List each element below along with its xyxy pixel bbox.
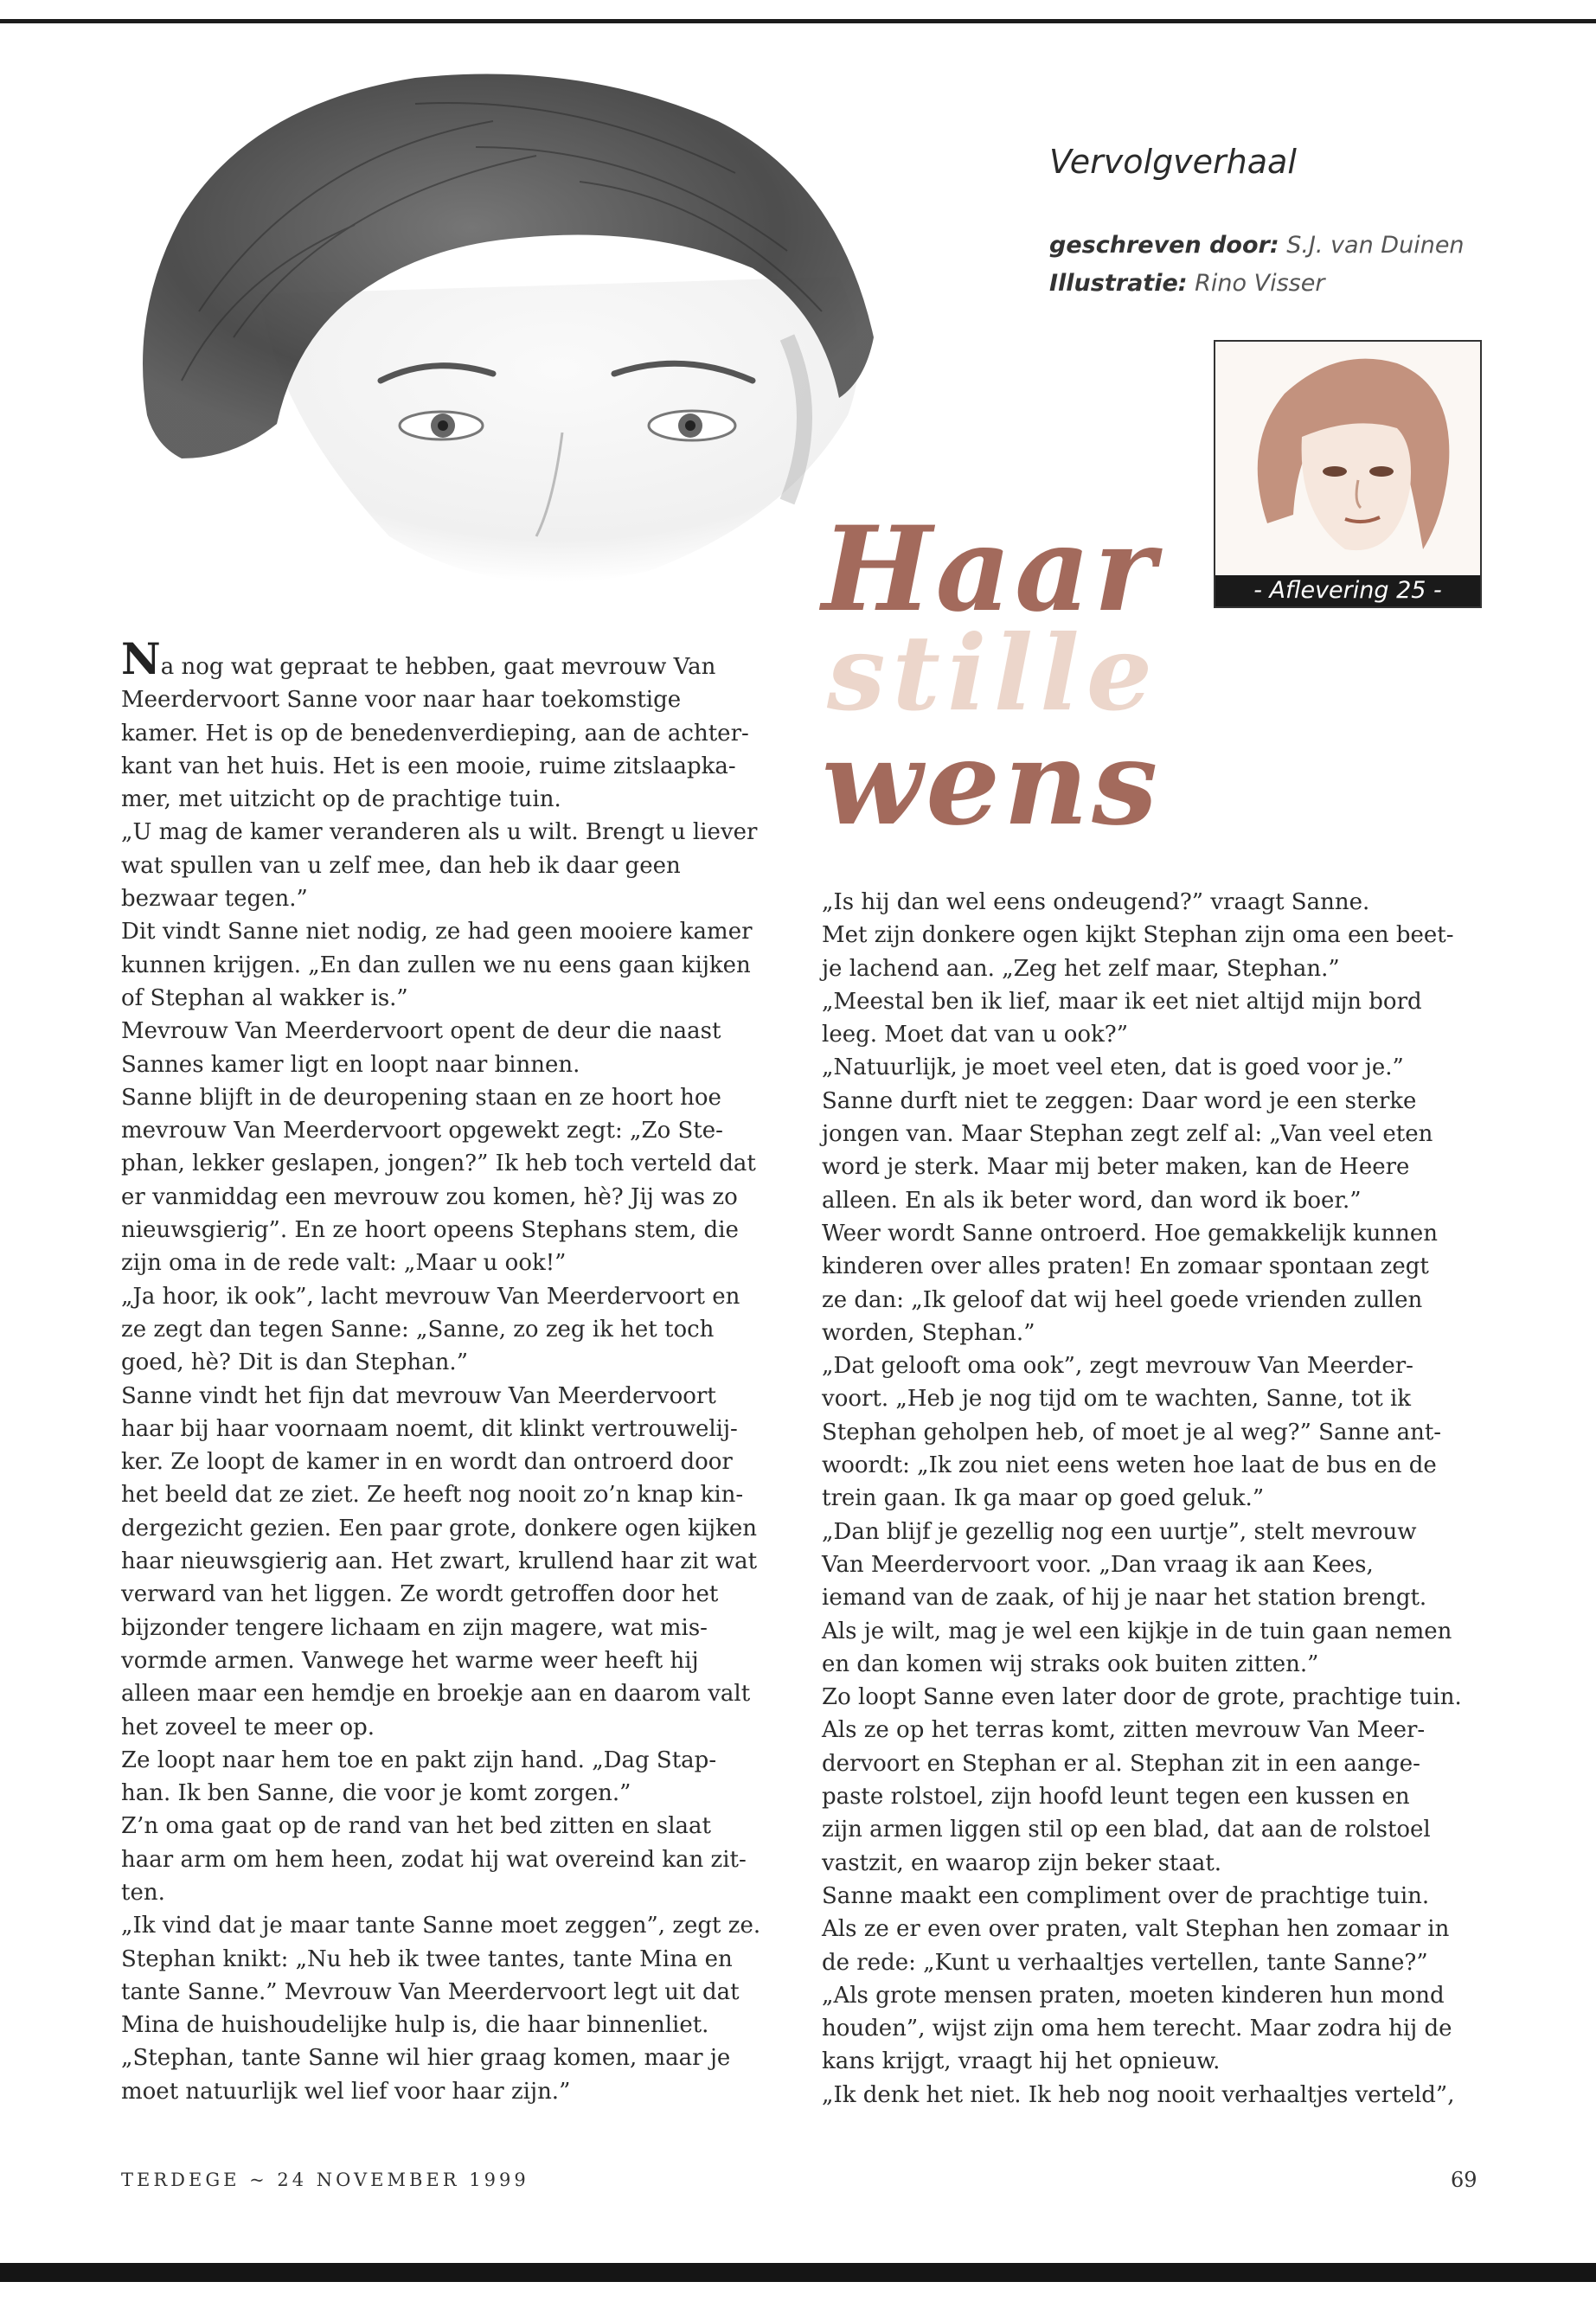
page-number: 69 [1451,2168,1477,2192]
title-line-1: Haar [822,500,1159,638]
bottom-rule [0,2263,1596,2282]
story-title [822,500,1162,851]
series-label: Vervolgverhaal [1049,143,1297,181]
credits [1049,227,1465,303]
author-label: geschreven door: [1049,232,1279,259]
article-left-text [121,633,779,2108]
author-name: S.J. van Duinen [1286,232,1465,259]
article-column-right [822,886,1488,2112]
episode-badge: - Aflevering 25 - [1215,575,1480,606]
article-right-text: „Is hij dan wel eens ondeugend?” vraagt Sanne. Met zijn donkere ogen kijkt Stephan zijn oma een beet- je lachend aan. „Zeg het zelf maar, Stephan.” „Meestal ben ik lief, maar ik eet niet altijd mijn bord leeg. Moet dat van u ook?” „Natuurlijk, je moet veel eten, dat is goed voor je.” Sanne durft niet te zeggen: Daar word je een sterke jongen van. Maar Stephan zegt zelf al: „Van veel eten word je sterk. Maar mij beter maken, kan de Heere alleen. En als ik beter word, dan word ik boer.” Weer wordt Sanne ontroerd. Hoe gemakkelijk kunnen kinderen over alles praten! En zomaar spontaan zegt ze dan: „Ik geloof dat wij heel goede vrienden zullen worden, Stephan.” „Dat gelooft oma ook”, zegt mevrouw Van Meerder- voort. „Heb je nog tijd om te wachten, Sanne, tot ik Stephan geholpen heb, of moet je al weg?” Sanne ant- woordt: „Ik zou niet eens weten hoe laat de bus en de trein gaan. Ik ga maar op goed geluk.” „Dan blijf je gezellig nog een uurtje”, stelt mevrouw Van Meerdervoort voor. „Dan vraag ik aan Kees, iemand van de zaak, of hij je naar het station brengt. Als je wilt, mag je wel een kijkje in de tuin gaan nemen en dan komen wij straks ook buiten zitten.” Zo loopt Sanne even later door de grote, prachtige tuin. Als ze op het terras komt, zitten mevrouw Van Meer- dervoort en Stephan er al. Stephan zit in een aange- paste rolstoel, zijn hoofd leunt tegen een kussen en zijn armen liggen stil op een blad, dat aan de rolstoel vastzit, en waarop zijn beker staat. Sanne maakt een compliment over de prachtige tuin. Als ze er even over praten, valt Stephan hen zomaar in de rede: „Kunt u verhaaltjes vertellen, tante Sanne?” „Als grote mensen praten, moeten kinderen hun mond houden”, wijst zijn oma hem terecht. Maar zodra hij de kans krijgt, vraagt hij het opnieuw. „Ik denk het niet. Ik heb nog nooit verhaaltjes verteld”, [822,889,1462,2108]
article-column-left [121,633,779,2108]
illustrator-label: Illustratie: [1049,270,1188,297]
top-rule [0,19,1596,23]
drop-cap: N [121,633,161,684]
title-line-2: stille [827,612,1160,734]
author-line [1049,227,1465,265]
title-line-3: wens [822,714,1162,851]
publication-footer: TERDEGE ~ 24 NOVEMBER 1999 [121,2170,529,2190]
illustrator-line [1049,265,1465,303]
article-left-body: a nog wat gepraat te hebben, gaat mevrouw Van Meerdervoort Sanne voor naar haar toekomstige kamer. Het is op de benedenverdieping, aan de achter- kant van het huis. Het is een mooie, ruime zitslaapka- mer, met uitzicht op de prachtige tuin. „U mag de kamer veranderen als u wilt. Brengt u liever wat spullen van u zelf mee, dan heb ik daar geen bezwaar tegen.” Dit vindt Sanne niet nodig, ze had geen mooiere kamer kunnen krijgen. „En dan zullen we nu eens gaan kijken of Stephan al wakker is.” Mevrouw Van Meerdervoort opent de deur die naast Sannes kamer ligt en loopt naar binnen. Sanne blijft in de deuropening staan en ze hoort hoe mevrouw Van Meerdervoort opgewekt zegt: „Zo Ste- phan, lekker geslapen, jongen?” Ik heb toch verteld dat er vanmiddag een mevrouw zou komen, hè? Jij was zo nieuwsgierig”. En ze hoort opeens Stephans stem, die zijn oma in de rede valt: „Maar u ook!” „Ja hoor, ik ook”, lacht mevrouw Van Meerdervoort en ze zegt dan tegen Sanne: „Sanne, zo zeg ik het toch goed, hè? Dit is dan Stephan.” Sanne vindt het fijn dat mevrouw Van Meerdervoort haar bij haar voornaam noemt, dit klinkt vertrouwelij- ker. Ze loopt de kamer in en wordt dan ontroerd door het beeld dat ze ziet. Ze heeft nog nooit zo’n knap kin- dergezicht gezien. Een paar grote, donkere ogen kijken haar nieuwsgierig aan. Het zwart, krullend haar zit wat verward van het liggen. Ze wordt getroffen door het bijzonder tengere lichaam en zijn magere, wat mis- vormde armen. Vanwege het warme weer heeft hij alleen maar een hemdje en broekje aan en daarom valt het zoveel te meer op. Ze loopt naar hem toe en pakt zijn hand. „Dag Stap- han. Ik ben Sanne, die voor je komt zorgen.” Z’n oma gaat op de rand van het bed zitten en slaat haar arm om hem heen, zodat hij wat overeind kan zit- ten. „Ik vind dat je maar tante Sanne moet zeggen”, zegt ze. Stephan knikt: „Nu heb ik twee tantes, tante Mina en tante Sanne.” Mevrouw Van Meerdervoort legt uit dat Mina de huishoudelijke hulp is, die haar binnenliet. „Stephan, tante Sanne wil hier graag komen, maar je moet natuurlijk wel lief voor haar zijn.” [121,654,761,2105]
episode-portrait [1214,340,1482,608]
child-portrait-sketch [1215,342,1480,575]
pencil-portrait-illustration [130,52,882,614]
illustrator-name: Rino Visser [1195,270,1325,297]
